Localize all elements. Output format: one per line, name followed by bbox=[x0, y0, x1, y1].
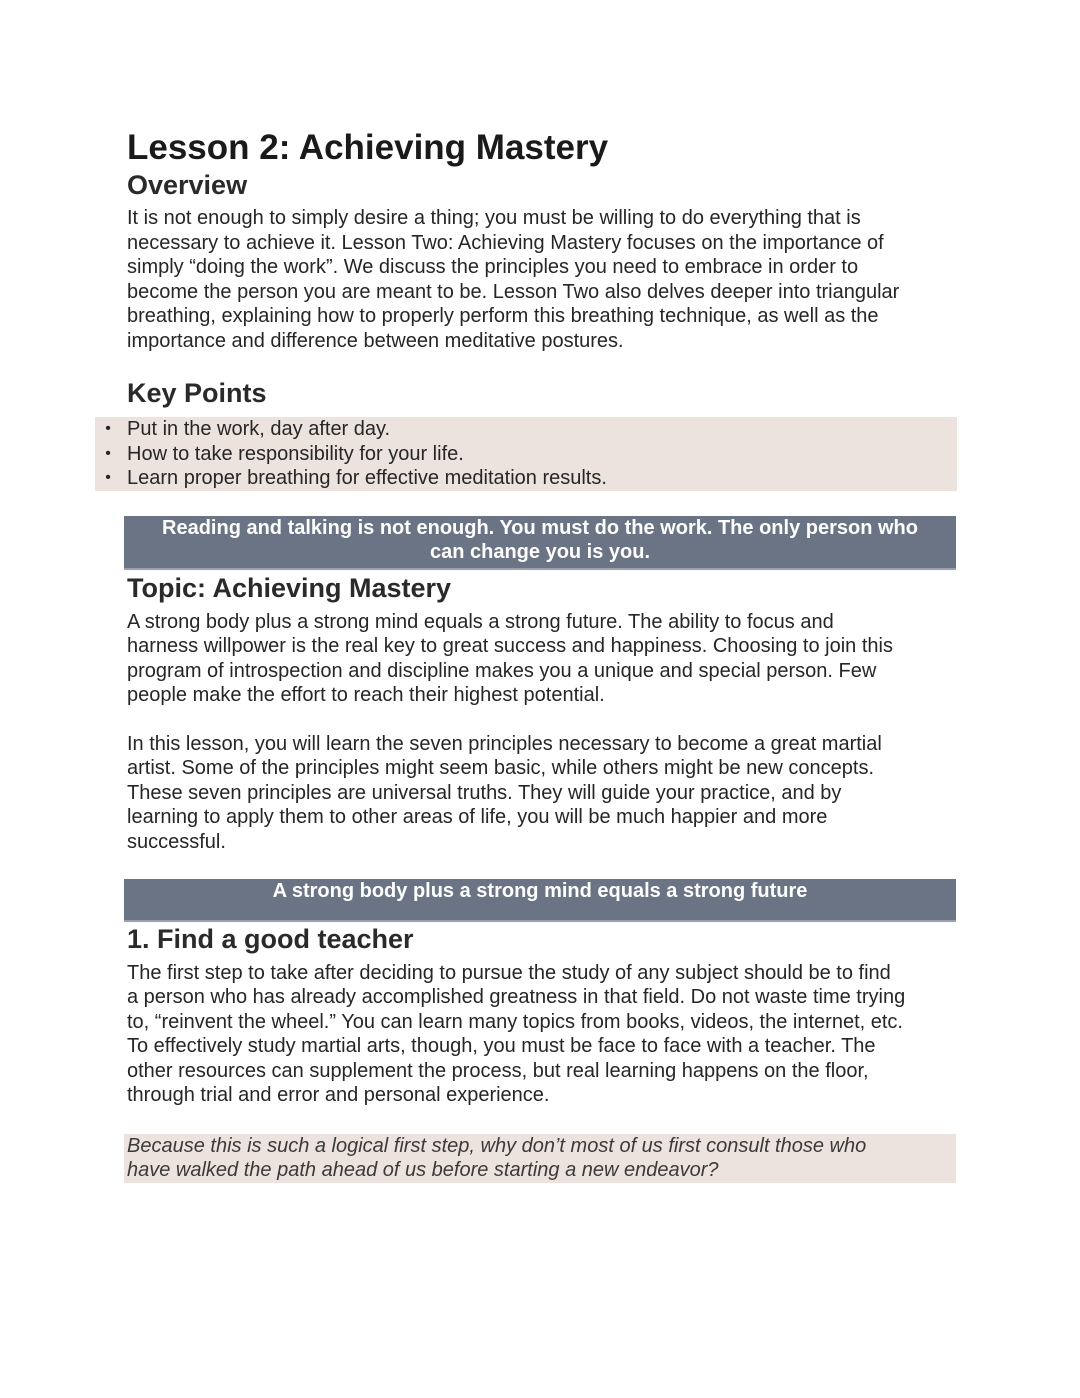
text-line: program of introspection and discipline makes you a unique and special person. Few bbox=[127, 659, 877, 682]
text-line: other resources can supplement the process, but real learning happens on the floor, bbox=[127, 1059, 869, 1082]
text-line: It is not enough to simply desire a thing; you must be willing to do everything that is bbox=[127, 207, 861, 229]
bullet-icon: • bbox=[105, 469, 111, 486]
key-points-heading: Key Points bbox=[127, 378, 267, 408]
page-title: Lesson 2: Achieving Mastery bbox=[127, 128, 609, 167]
text-line: To effectively study martial arts, though, you must be face to face with a teacher. The bbox=[127, 1035, 876, 1057]
list-item-text: Learn proper breathing for effective meditation results. bbox=[127, 467, 607, 489]
text-line: harness willpower is the real key to great success and happiness. Choosing to join this bbox=[127, 635, 893, 657]
list-item bbox=[95, 417, 957, 442]
key-points-list bbox=[95, 417, 957, 491]
banner-line: Reading and talking is not enough. You must do the work. The only person who bbox=[162, 516, 918, 539]
text-line: necessary to achieve it. Lesson Two: Achieving Mastery focuses on the importance of bbox=[127, 231, 884, 254]
text-line: The first step to take after deciding to pursue the study of any subject should be to find bbox=[127, 961, 891, 984]
callout-banner bbox=[124, 516, 956, 570]
callout-banner bbox=[124, 879, 956, 922]
banner-line: A strong body plus a strong mind equals a strong future bbox=[272, 880, 808, 902]
quote-block bbox=[124, 1134, 956, 1183]
bullet-icon: • bbox=[105, 444, 111, 462]
quote-line: have walked the path ahead of us before starting a new endeavor? bbox=[127, 1159, 719, 1181]
text-line: breathing, explaining how to properly perform this breathing technique, as well as the bbox=[127, 305, 879, 327]
list-item bbox=[95, 466, 957, 491]
banner-line: can change you is you. bbox=[429, 541, 651, 563]
text-line: through trial and error and personal experience. bbox=[127, 1084, 550, 1106]
list-item-text: How to take responsibility for your life. bbox=[127, 442, 464, 465]
section-1-heading: 1. Find a good teacher bbox=[127, 923, 414, 954]
document-page bbox=[105, 126, 957, 1183]
text-line: a person who has already accomplished greatness in that field. Do not waste time trying bbox=[127, 986, 906, 1008]
topic-paragraph-1 bbox=[127, 610, 957, 708]
list-item-text: Put in the work, day after day. bbox=[127, 418, 391, 440]
text-line: A strong body plus a strong mind equals a strong future. The ability to focus and bbox=[127, 610, 834, 633]
bullet-icon: • bbox=[105, 420, 111, 437]
text-line: simply “doing the work”. We discuss the principles you need to embrace in order to bbox=[127, 256, 859, 278]
text-line: to, “reinvent the wheel.” You can learn many topics from books, videos, the internet, etc. bbox=[127, 1010, 903, 1033]
text-line: people make the effort to reach their highest potential. bbox=[127, 684, 605, 706]
quote-line: Because this is such a logical first step, why don’t most of us first consult those who bbox=[127, 1134, 867, 1157]
overview-heading: Overview bbox=[127, 170, 248, 200]
list-item bbox=[95, 442, 957, 467]
text-line: In this lesson, you will learn the seven principles necessary to become a great martial bbox=[127, 732, 882, 755]
paragraph-spacer bbox=[127, 708, 957, 732]
topic-paragraph-2 bbox=[127, 732, 957, 855]
section-1-paragraph bbox=[127, 961, 957, 1108]
text-line: successful. bbox=[127, 830, 226, 853]
topic-heading: Topic: Achieving Mastery bbox=[127, 572, 452, 603]
overview-paragraph bbox=[127, 206, 957, 353]
text-line: become the person you are meant to be. Lesson Two also delves deeper into triangular bbox=[127, 280, 900, 303]
text-line: importance and difference between meditative postures. bbox=[127, 329, 624, 352]
text-line: learning to apply them to other areas of life, you will be much happier and more bbox=[127, 806, 828, 828]
text-line: These seven principles are universal truths. They will guide your practice, and by bbox=[127, 781, 842, 804]
text-line: artist. Some of the principles might seem basic, while others might be new concepts. bbox=[127, 757, 875, 779]
